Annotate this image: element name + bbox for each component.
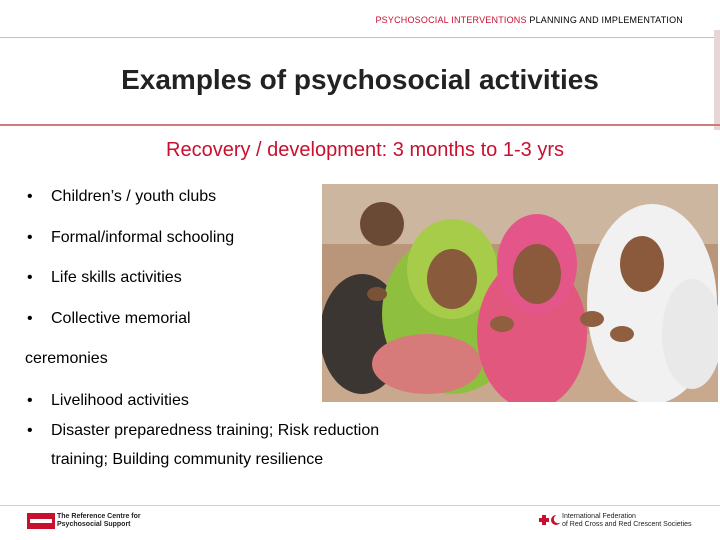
list-item-text: Collective memorial	[51, 310, 191, 327]
bullet-icon: •	[27, 229, 33, 246]
right-logo-line1: International Federation	[562, 513, 636, 520]
slide-subtitle: Recovery / development: 3 months to 1-3 yrs	[166, 139, 564, 161]
ifrc-logo	[536, 513, 692, 534]
list-item-text: Disaster preparedness training; Risk reduction	[51, 422, 380, 439]
bullet-icon: •	[27, 188, 33, 205]
title-divider	[0, 124, 720, 126]
list-item-livelihood	[27, 392, 189, 410]
left-logo-line2: Psychosocial Support	[57, 521, 131, 528]
bullet-icon: •	[27, 310, 33, 327]
children-photo	[322, 184, 718, 402]
bullet-icon: •	[27, 269, 33, 286]
list-item-text: Life skills activities	[51, 269, 182, 286]
list-item-disaster-continuation: training; Building community resilience	[51, 451, 324, 468]
list-item-schooling	[27, 229, 234, 247]
list-item-text: Children’s / youth clubs	[51, 188, 217, 205]
list-item-youth-clubs	[27, 188, 216, 206]
reference-centre-logo-mark	[27, 513, 55, 529]
bullet-icon: •	[27, 392, 33, 409]
red-cross-crescent-icon	[536, 513, 562, 529]
list-item-disaster-preparedness	[27, 422, 379, 440]
list-item-memorial	[27, 310, 191, 328]
footer-divider	[0, 505, 720, 506]
bullet-icon: •	[27, 422, 33, 439]
list-item-life-skills	[27, 269, 182, 287]
header-rest: PLANNING AND IMPLEMENTATION	[526, 15, 683, 25]
reference-centre-logo	[27, 513, 141, 534]
header-prefix: PSYCHOSOCIAL INTERVENTIONS	[375, 15, 527, 25]
left-logo-line1: The Reference Centre for	[57, 513, 141, 520]
right-logo-line2: of Red Cross and Red Crescent Societies	[562, 521, 692, 528]
list-item-text: Livelihood activities	[51, 392, 189, 409]
list-item-ceremonies-continuation: ceremonies	[25, 350, 108, 367]
top-divider	[0, 37, 720, 38]
list-item-text: Formal/informal schooling	[51, 229, 235, 246]
header-title	[0, 15, 683, 25]
slide-title: Examples of psychosocial activities	[121, 64, 599, 95]
